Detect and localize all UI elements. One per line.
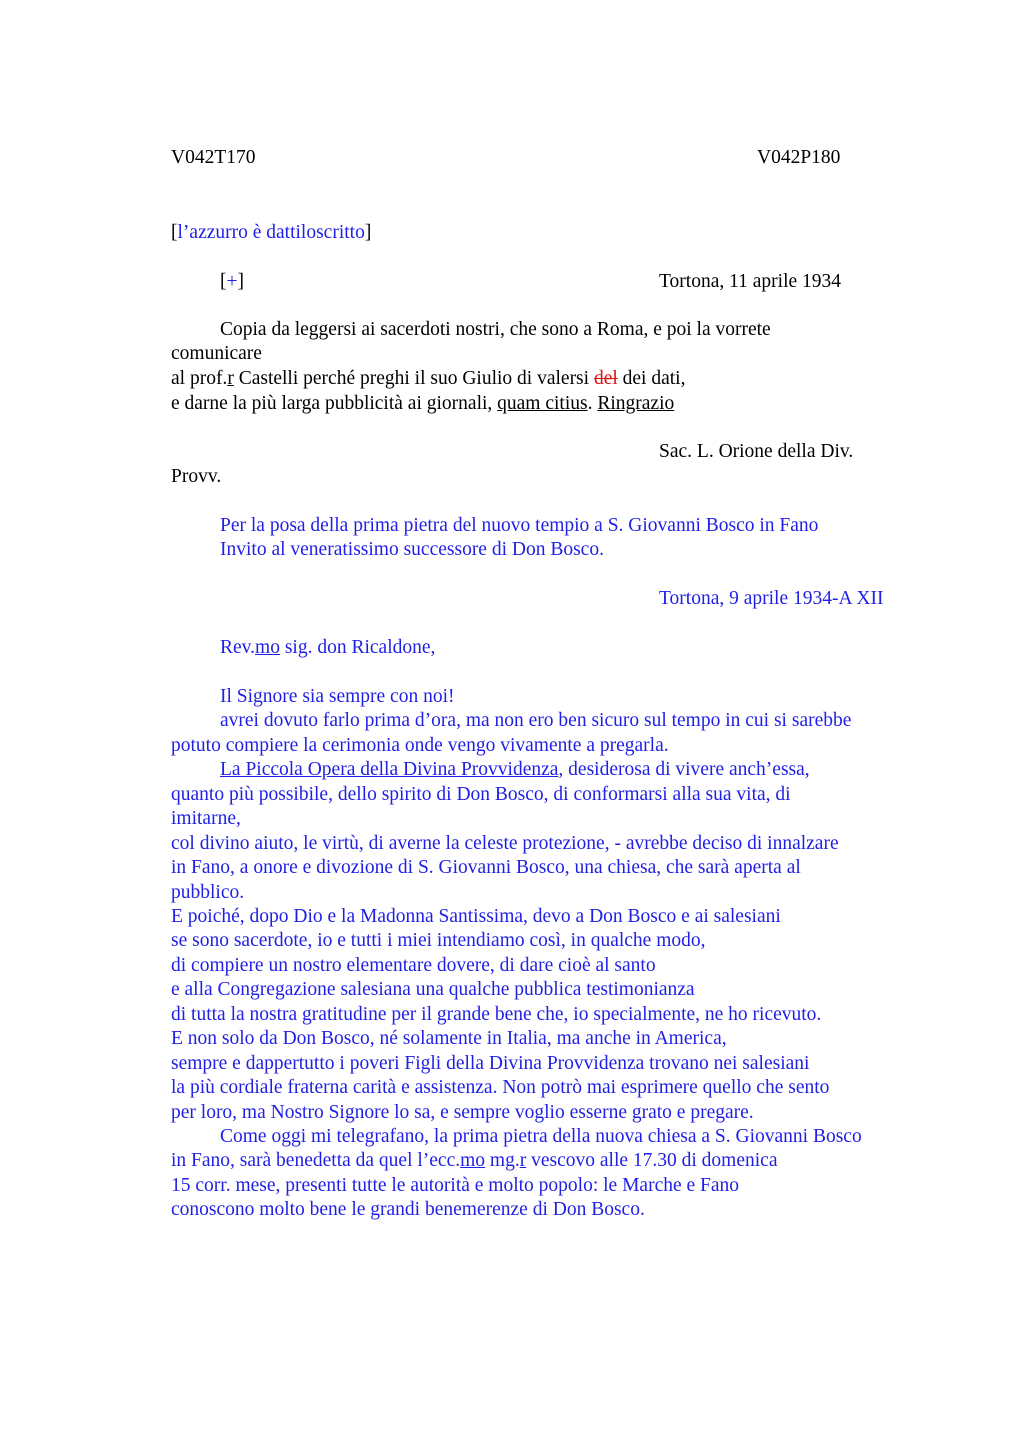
body-line: E non solo da Don Bosco, né solamente in Italia, ma anche in America, <box>171 1028 727 1049</box>
body-line: col divino aiuto, le virtù, di averne la celeste protezione, - avrebbe deciso di innalzare <box>171 833 839 854</box>
abbrev-superscript: r <box>227 368 234 389</box>
body-text: mg. <box>485 1150 520 1171</box>
body-line: sempre e dappertutto i poveri Figli della Divina Provvidenza trovano nei salesiani <box>171 1053 810 1074</box>
cover-text: . <box>587 393 598 414</box>
body-line: quanto più possibile, dello spirito di Don Bosco, di conformarsi alla sua vita, di <box>171 784 791 805</box>
body-text: , desiderosa di vivere anch’essa, <box>558 759 810 780</box>
salutation-text: sig. don Ricaldone, <box>279 637 436 658</box>
body-text: vescovo alle 17.30 di domenica <box>526 1150 778 1171</box>
body-line: in Fano, a onore e divozione di S. Giovanni Bosco, una chiesa, che sarà aperta al <box>171 857 801 878</box>
abbrev-superscript: r <box>519 1150 527 1171</box>
signature-line-1: Sac. L. Orione della Div. <box>659 441 854 462</box>
salutation-text: Rev. <box>220 637 256 658</box>
body-line: pubblico. <box>171 882 245 903</box>
underlined-text: Ringrazio <box>597 393 675 414</box>
cover-text: Castelli perché preghi il suo Giulio di valersi <box>233 368 594 389</box>
dateline-cover: Tortona, 11 aprile 1934 <box>659 271 842 292</box>
editorial-note <box>171 221 371 246</box>
cross-close-bracket: ] <box>237 271 244 292</box>
body-line: e alla Congregazione salesiana una qualche pubblica testimonianza <box>171 979 695 1000</box>
note-close-bracket: ] <box>364 222 372 243</box>
body-line: imitarne, <box>171 808 241 829</box>
cross-open-bracket: [ <box>220 271 227 292</box>
underlined-text: La Piccola Opera della Divina Provvidenza <box>220 759 559 780</box>
body-line <box>220 758 810 783</box>
body-line: di compiere un nostro elementare dovere, di dare cioè al santo <box>171 955 656 976</box>
header-right-code: V042P180 <box>757 147 841 168</box>
cover-line-1: Copia da leggersi ai sacerdoti nostri, che sono a Roma, e poi la vorrete <box>220 319 771 340</box>
subject-line-2: Invito al veneratissimo successore di Don Bosco. <box>220 539 604 560</box>
header-left-code: V042T170 <box>171 147 256 168</box>
note-text: l’azzurro è dattiloscritto <box>177 222 365 243</box>
body-line: di tutta la nostra gratitudine per il grande bene che, io specialmente, ne ho ricevuto. <box>171 1004 822 1025</box>
dateline-letter: Tortona, 9 aprile 1934-A XII <box>659 588 884 609</box>
body-line: se sono sacerdote, io e tutti i miei intendiamo così, in qualche modo, <box>171 930 706 951</box>
underlined-text: quam citius <box>497 393 588 414</box>
body-line: 15 corr. mese, presenti tutte le autorità e molto popolo: le Marche e Fano <box>171 1175 740 1196</box>
abbrev-superscript: mo <box>255 637 280 658</box>
body-line: avrei dovuto farlo prima d’ora, ma non ero ben sicuro sul tempo in cui si sarebbe <box>220 710 852 731</box>
body-line: E poiché, dopo Dio e la Madonna Santissima, devo a Don Bosco e ai salesiani <box>171 906 781 927</box>
body-line: per loro, ma Nostro Signore lo sa, e sempre voglio esserne grato e pregare. <box>171 1102 754 1123</box>
cover-line-2: comunicare <box>171 343 262 364</box>
body-line: Come oggi mi telegrafano, la prima pietra della nuova chiesa a S. Giovanni Bosco <box>220 1126 862 1147</box>
salutation <box>220 636 435 661</box>
note-open-bracket: [ <box>171 222 178 243</box>
cover-text: dei dati, <box>617 368 686 389</box>
cover-line-3 <box>171 367 685 392</box>
cross-mark <box>220 270 244 295</box>
cover-line-4 <box>171 392 674 417</box>
cover-text: al prof. <box>171 368 228 389</box>
abbrev-superscript: mo <box>460 1150 486 1171</box>
body-line: conoscono molto bene le grandi benemerenze di Don Bosco. <box>171 1199 645 1220</box>
body-line <box>171 1149 777 1174</box>
body-text: in Fano, sarà benedetta da quel l’ecc. <box>171 1150 461 1171</box>
cross-symbol: + <box>226 271 238 292</box>
signature-line-2: Provv. <box>171 466 222 487</box>
deleted-word: del <box>593 368 618 389</box>
subject-line-1: Per la posa della prima pietra del nuovo tempio a S. Giovanni Bosco in Fano <box>220 515 819 536</box>
body-line: la più cordiale fraterna carità e assistenza. Non potrò mai esprimere quello che sento <box>171 1077 830 1098</box>
body-line: potuto compiere la cerimonia onde vengo vivamente a pregarla. <box>171 735 669 756</box>
body-line: Il Signore sia sempre con noi! <box>220 686 455 707</box>
cover-text: e darne la più larga pubblicità ai giornali, <box>171 393 498 414</box>
